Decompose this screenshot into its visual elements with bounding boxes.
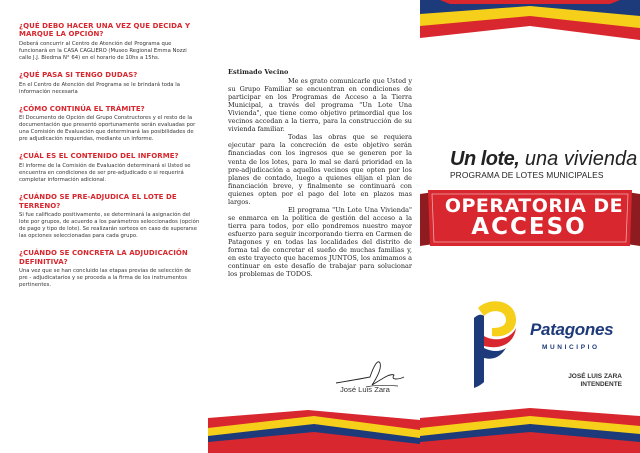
- bottom-ribbon-decoration: [420, 408, 640, 453]
- brand-subtitle: MUNICIPIO: [542, 344, 600, 351]
- letter-paragraph: El programa "Un Lote Una Vivienda" se enmarca en la política de gestión del acceso a la tierra para todos, por ello pondremos nuestro mayor esfuerzo para seguir incorporando tierra en Carmen de Patagones y en todas las localidades del distrito de forma tal de concretar el sueño de muchas familias y, en este trayecto que hacemos JUNTOS, los animamos a continuar en este desafío de trabajar para solucionar los problemas de TODOS.: [228, 205, 412, 279]
- faq-question: ¿CÓMO CONTINÚA EL TRÁMITE?: [19, 104, 145, 113]
- brand-name: Patagones: [530, 320, 614, 339]
- letter-paragraph: Todas las obras que se requiera ejecutar para la concreción de este objetivo serán financiadas con los ingresos que se generen por la venta de los lotes, para lo mal se dará prioridad en la pre-adjudicación a aquellos vecinos que opten por los planes de contado, luego a quienes elijan el plan de financiación breve, y finalmente se continuará con quienes opten por el pago del lote en plazos mas largos.: [228, 133, 412, 206]
- program-title-rest: una vivienda: [519, 148, 638, 170]
- letter-paragraph: Me es grato comunicarle que Usted y su Grupo Familiar se encuentran en condiciones de participar en los Programas de Acceso a la Tierra Municipal, a través del programa "Un Lote Una Vivienda", que tiene como objetivo primordial que los vecinos accedan a la tierra, para la construcción de su vivienda familiar.: [228, 77, 412, 134]
- faq-answer: El informe de la Comisión de Evaluación determinará si Usted se encuentra en condiciones de ser pre-adjudicado o si requerirá completar información adicional.: [19, 162, 191, 184]
- faq-question: ¿CUÁL ES EL CONTENIDO DEL INFORME?: [19, 152, 179, 161]
- mayor-block: [560, 373, 622, 389]
- faq-item: [19, 152, 200, 184]
- faq-question: ¿CUÁNDO SE CONCRETA LA ADJUDICACIÓN DEFINITIVA?: [19, 249, 188, 266]
- faq-item: [19, 249, 200, 289]
- cover-panel: [420, 0, 640, 453]
- mayor-role: INTENDENTE: [580, 381, 622, 388]
- faq-answer: En el Centro de Atención del Programa se le brindará toda la información necesaria: [19, 81, 180, 95]
- faq-item: [19, 71, 200, 96]
- program-title: [450, 148, 637, 171]
- patagones-p-logo: [470, 298, 520, 390]
- top-ribbon-decoration: [420, 0, 640, 45]
- faq-item: [19, 105, 200, 144]
- faq-item: [19, 193, 200, 240]
- bottom-ribbon-decoration: [208, 410, 420, 453]
- banner-line2: ACCESO: [471, 214, 587, 240]
- program-subtitle: PROGRAMA DE LOTES MUNICIPALES: [450, 170, 604, 180]
- faq-panel: [0, 0, 208, 453]
- letter-greeting: Estimado Vecino: [228, 68, 289, 76]
- program-title-bold: Un lote,: [450, 148, 520, 170]
- faq-answer: El Documento de Opción del Grupo Constructores y el resto de la documentación que presentó oportunamente serán evaluadas por una Comisión de Evaluación que determinará las posibilidades de pre adjudicación requeridas, mediante un informe.: [19, 115, 196, 143]
- faq-answer: Una vez que se han concluido las etapas previas de selección de pre - adjudicatarios y se proceda a la firma de los instrumentos pertinentes.: [19, 268, 192, 289]
- faq-answer: Deberá concurrir al Centro de Atención del Programa que funcionará en la CASA CAGLIERO (Museo Regional Emma Nozzi calle J.J. Biedma N° 64) en el horario de 10hs a 15hs.: [19, 40, 187, 61]
- faq-item: [19, 22, 200, 62]
- faq-question: ¿QUÉ PASA SI TENGO DUDAS?: [19, 71, 138, 80]
- letter-panel: [208, 0, 420, 453]
- signer-name: José Luis Zara: [340, 385, 390, 394]
- mayor-name: JOSÉ LUIS ZARA: [568, 373, 622, 380]
- banner-line1: OPERATORIA DE: [444, 195, 624, 217]
- faq-answer: Si fue calificado positivamente, se determinará la asignación del lote por grupos, de acuerdo a los parámetros seleccionados (opción de pago y tipo de lote). Se realizarán sorteos en caso de superarse las opciones seleccionadas para cada grupo.: [19, 211, 200, 240]
- faq-question: ¿QUÉ DEBO HACER UNA VEZ QUE DECIDA Y MARQUE LA OPCIÓN?: [19, 22, 191, 39]
- letter: [228, 68, 412, 278]
- faq-question: ¿CUÁNDO SE PRE-ADJUDICA EL LOTE DE TERRENO?: [19, 193, 177, 210]
